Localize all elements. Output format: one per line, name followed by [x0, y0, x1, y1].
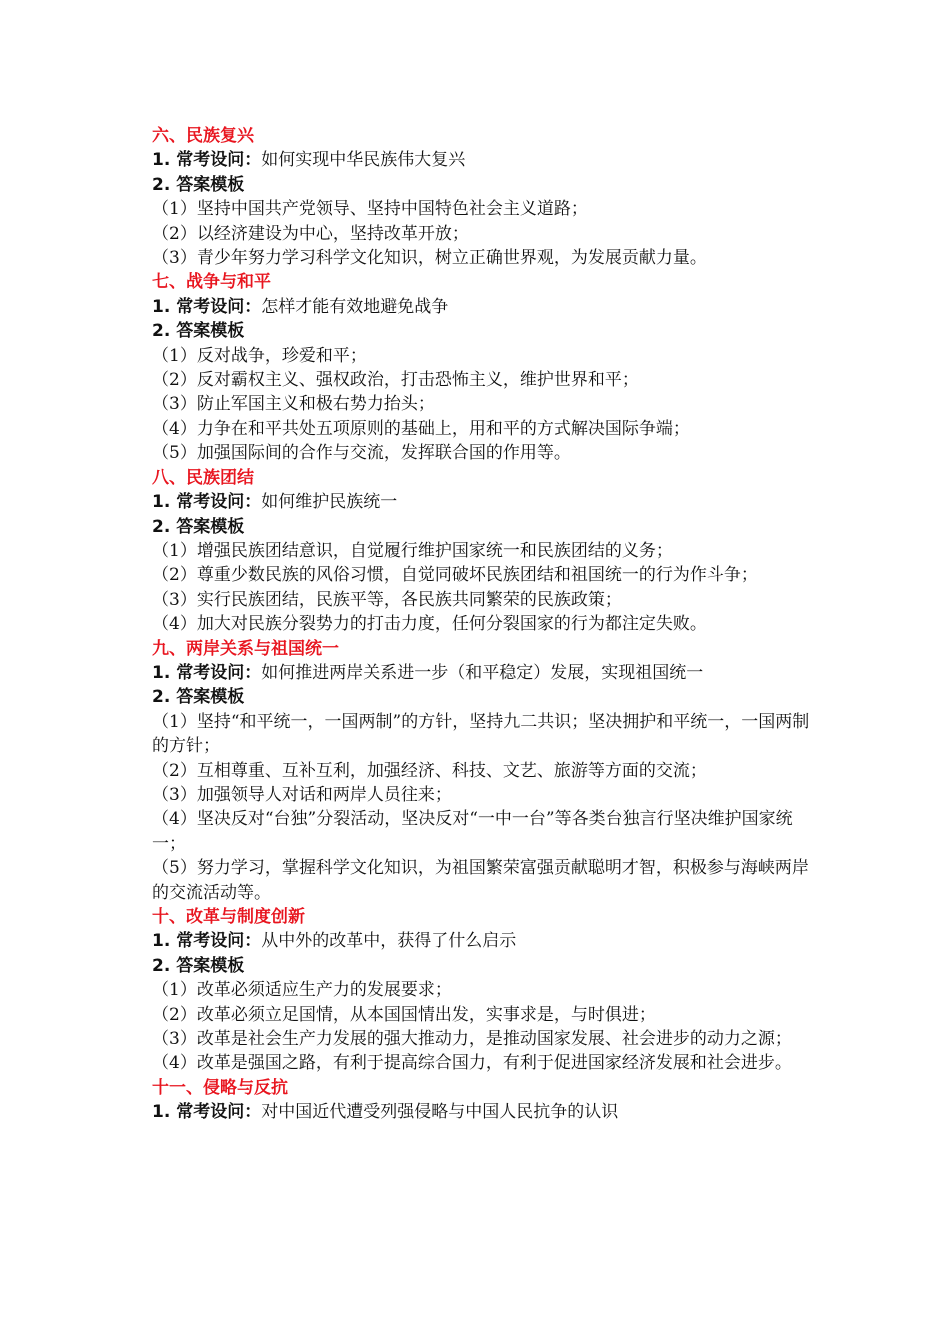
answer-label: 2. 答案模板: [152, 955, 245, 976]
answer-item: （5）加强国际间的合作与交流，发挥联合国的作用等。: [152, 443, 571, 464]
answer-item: （2）改革必须立足国情，从本国国情出发，实事求是，与时俱进；: [152, 1004, 656, 1025]
question-text: 如何推进两岸关系进一步（和平稳定）发展，实现祖国统一: [261, 662, 704, 683]
answer-item: （5）努力学习，掌握科学文化知识，为祖国繁荣富强贡献聪明才智，积极参与海峡两岸的交流活动等。: [152, 858, 809, 903]
question-label: 1. 常考设问：: [152, 662, 262, 683]
question-line: [152, 929, 812, 953]
section-heading: 六、民族复兴: [152, 126, 254, 146]
answer-item: （4）力争在和平共处五项原则的基础上，用和平的方式解决国际争端；: [152, 418, 690, 439]
question-label: 1. 常考设问：: [152, 1102, 262, 1123]
section-heading: 七、战争与和平: [152, 272, 271, 293]
answer-item: （4）加大对民族分裂势力的打击力度，任何分裂国家的行为都注定失败。: [152, 614, 707, 635]
question-text: 如何实现中华民族伟大复兴: [261, 150, 466, 171]
answer-item: （2）尊重少数民族的风俗习惯，自觉同破坏民族团结和祖国统一的行为作斗争；: [152, 565, 758, 586]
answer-item: （1）反对战争，珍爱和平；: [152, 345, 367, 366]
section-aggression-resistance: [152, 1076, 812, 1125]
question-line: [152, 295, 812, 319]
answer-label: 2. 答案模板: [152, 516, 245, 537]
answer-item: （1）改革必须适应生产力的发展要求；: [152, 980, 452, 1001]
section-heading: 九、两岸关系与祖国统一: [152, 638, 339, 659]
answer-item: （2）互相尊重、互补互利，加强经济、科技、文艺、旅游等方面的交流；: [152, 760, 707, 781]
answer-item: （1）坚持“和平统一，一国两制”的方针，坚持九二共识；坚决拥护和平统一，一国两制的方针；: [152, 711, 810, 757]
answer-item: （1）增强民族团结意识，自觉履行维护国家统一和民族团结的义务；: [152, 540, 673, 561]
question-text: 如何维护民族统一: [261, 492, 398, 513]
question-text: 怎样才能有效地避免战争: [261, 296, 449, 317]
question-label: 1. 常考设问：: [152, 296, 262, 317]
question-line: [152, 1100, 812, 1124]
section-national-rejuvenation: [152, 124, 812, 270]
section-reform-innovation: [152, 905, 812, 1076]
question-label: 1. 常考设问：: [152, 150, 262, 171]
question-line: [152, 490, 812, 514]
answer-item: （2）以经济建设为中心，坚持改革开放；: [152, 223, 469, 244]
section-heading: 十、改革与制度创新: [152, 907, 305, 927]
question-line: [152, 148, 812, 172]
section-cross-strait-reunification: [152, 637, 812, 905]
answer-item: （1）坚持中国共产党领导、坚持中国特色社会主义道路；: [152, 199, 588, 220]
answer-label: 2. 答案模板: [152, 321, 245, 342]
question-text: 从中外的改革中，获得了什么启示: [261, 931, 517, 952]
answer-item: （3）改革是社会生产力发展的强大推动力，是推动国家发展、社会进步的动力之源；: [152, 1029, 792, 1050]
question-line: [152, 661, 812, 685]
question-label: 1. 常考设问：: [152, 492, 262, 513]
answer-item: （4）改革是强国之路，有利于提高综合国力，有利于促进国家经济发展和社会进步。: [152, 1053, 792, 1074]
answer-label: 2. 答案模板: [152, 174, 245, 195]
answer-item: （3）加强领导人对话和两岸人员往来；: [152, 784, 452, 805]
section-heading: 八、民族团结: [152, 467, 254, 488]
question-label: 1. 常考设问：: [152, 931, 262, 952]
section-ethnic-unity: [152, 466, 812, 637]
question-text: 对中国近代遭受列强侵略与中国人民抗争的认识: [261, 1102, 619, 1123]
answer-item: （2）反对霸权主义、强权政治，打击恐怖主义，维护世界和平；: [152, 370, 639, 391]
section-war-and-peace: [152, 270, 812, 465]
document-page: [152, 124, 812, 1125]
answer-label: 2. 答案模板: [152, 687, 245, 708]
answer-item: （3）实行民族团结，民族平等，各民族共同繁荣的民族政策；: [152, 589, 622, 610]
section-heading: 十一、侵略与反抗: [152, 1077, 288, 1098]
answer-item: （3）防止军国主义和极右势力抬头；: [152, 394, 435, 415]
answer-item: （3）青少年努力学习科学文化知识，树立正确世界观，为发展贡献力量。: [152, 248, 707, 269]
answer-item: （4）坚决反对“台独”分裂活动，坚决反对“一中一台”等各类台独言行坚决维护国家统一；: [152, 809, 793, 854]
